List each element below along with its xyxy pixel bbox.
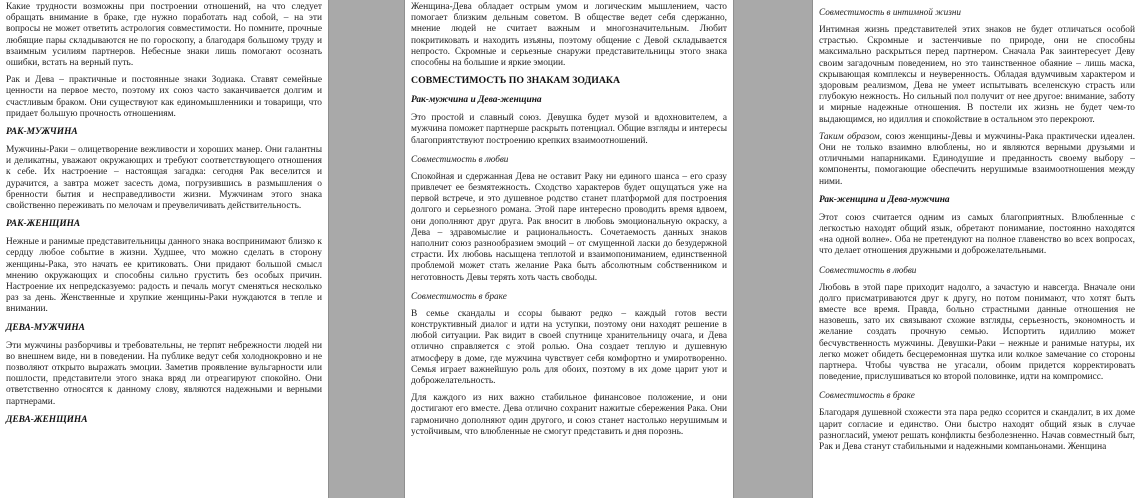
paragraph: Любовь в этой паре приходит надолго, а зачастую и навсегда. Вначале они долго присматриваются друг к другу, но потом понимают, что хотят быть вместе все время. Правда, больно страстными данные отношения не назовешь, зато их связывают схожие взгляды, серьезность, экономность и желание создать прочную семью. Испортить идиллию может бесчувственность мужчины. Девушки-Раки – нежные и ранимые натуры, их легко может обидеть бесцеремонная шутка или колкое замечание со стороны партнера. Чтобы чувства не угасали, обоим придется корректировать поведение, прислушиваться ко второй половинке, идти на компромисс. — [819, 282, 1135, 383]
document-page-3 — [813, 0, 1141, 498]
pair-heading: Рак-мужчина и Дева-женщина — [411, 95, 542, 106]
subsection-heading: ДЕВА-ЖЕНЩИНА — [6, 414, 88, 425]
paragraph: Это простой и славный союз. Девушка будет музой и вдохновителем, а мужчина поможет партнерше раскрыть потенциал. Общие взгляды и интересы благоприятствуют построению крепких взаимоотношений. — [411, 113, 727, 146]
subsection-heading: РАК-МУЖЧИНА — [6, 127, 78, 138]
topic-heading: Совместимость в любви — [819, 264, 917, 275]
paragraph: Нежные и ранимые представительницы данного знака воспринимают близко к сердцу любое событие в жизни. Худшее, что можно сделать в сторону женщины-Рака, это начать ее критиковать. Они придают большой смысл мнению окружающих и способны сильно грустить без особых причин. Настроение их непредсказуемо: радость и печаль могут сменяться несколько раз за день. Женственные и хрупкие женщины-Раки нуждаются в тепле и внимании. — [6, 237, 322, 315]
paragraph: Этот союз считается одним из самых благоприятных. Влюбленные с легкостью находят общий язык, обретают понимание, постоянно находятся «на одной волне». Оба не претендуют на полное главенство во всех вопросах, что делает отношения дружными и доброжелательными. — [819, 212, 1135, 257]
topic-heading: Совместимость в браке — [819, 390, 915, 401]
topic-heading: Совместимость в браке — [411, 290, 507, 301]
paragraph: Спокойная и сдержанная Дева не оставит Раку ни единого шанса – его сразу привлечет ее безмятежность. Сходство характеров будет ощущаться уже на первой встрече, и это душевное родство станет платформой для построения долгого и серьезного романа. Этой паре интересно проводить время вдвоем, они дополняют друг друга. Рак вносит в любовь эмоциональную окраску, а Дева – здравомыслие и рациональность. Сочетаемость данных знаков наполнит союз разнообразием эмоций – от смущенной ласки до безудержной страсти. Их любовь насыщена теплотой и взаимопониманием, единственной проблемой может стать желание Рака быть абсолютным собственником и неготовность Девы терять хоть часть свободы. — [411, 171, 727, 283]
paragraph: Женщина-Дева обладает острым умом и логическим мышлением, часто помогает близким дельным советом. В обществе ведет себя сдержанно, мнение людей не считает важным и многозначительным. Любит покритиковать и находить изъяны, поэтому общение с Девой складывается непросто. Скромные и серьезные снаружи представительницы этого знака способны на большие и яркие эмоции. — [411, 2, 727, 69]
section-heading: СОВМЕСТИМОСТЬ ПО ЗНАКАМ ЗОДИАКА — [411, 75, 621, 87]
subsection-heading: ДЕВА-МУЖЧИНА — [6, 322, 85, 333]
paragraph: Эти мужчины разборчивы и требовательны, не терпят небрежности людей ни во внешнем виде, ни в поведении. На публике ведут себя холоднокровно и не позволяют открыто выражать эмоции. Заметив проявление вульгарности или пошлости, представители этого знака вряд ли отреагируют спокойно. Они ответственно относятся к данному слову, являются надежными и верными партнерами. — [6, 340, 322, 407]
paragraph: Для каждого из них важно стабильное финансовое положение, и они достигают его вместе. Дева отлично сохранит нажитые сбережения Рака. Они гармонично дополняют один другого, и союз станет настолько нерушимым и устойчивым, что влюбленные не смогут представить и дня порознь. — [411, 393, 727, 437]
document-page-2 — [405, 0, 733, 498]
paragraph: В семье скандалы и ссоры бывают редко – каждый готов вести конструктивный диалог и идти на уступки, поэтому они находят решение в любой ситуации. Рак видит в своей спутнице хранительницу очага, и Дева отлично справляется с этой ролью. Она создает теплую и душевную атмосферу в доме, где мужчина чувствует себя комфортно и умиротворенно. Семья играет важнейшую роль для обоих, поэтому в их доме царит уют и доброжелательность. — [411, 308, 727, 387]
paragraph-lead: Таким образом, — [819, 131, 882, 142]
subsection-heading: РАК-ЖЕНЩИНА — [6, 219, 81, 230]
paragraph: Интимная жизнь представителей этих знаков не будет отличаться особой страстью. Скромные и застенчивые по природе, они не способны максимально раскрыться перед партнером. Сначала Рак заинтересует Деву своим загадочным поведением, но это таинственное обаяние – лишь маска, скрывающая комплексы и неуверенность. Обладая вдумчивым характером и здоровым реализмом, Дева не умеет испытывать вселенскую страсть или глубокую нежность. Но сильный пол получит от нее другое: внимание, заботу и мирные надежные отношения. В постели их жизнь не будет чем-то выдающимся, но идиллия и спокойствие в остальном это перекроют. — [819, 25, 1135, 125]
pair-heading: Рак-женщина и Дева-мужчина — [819, 194, 950, 205]
paragraph-body: союз женщины-Девы и мужчины-Рака практически идеален. Они не только взаимно влюблены, но и являются верными друзьями и отличными напарниками. Единодушие и преданность своему выбору – компоненты, помогающие обеспечить нерушимые взаимоотношения между ними. — [819, 131, 1135, 187]
paragraph: Какие трудности возможны при построении отношений, на что следует обращать внимание в браке, где нужно поработать над собой, – на эти вопросы не может ответить астрология совместимости. Но помните, прочные любящие пары складываются не по гороскопу, а благодаря большому труду и взаимным усилиям партнеров. Небесные знаки лишь помогают осознать ошибки, встать на верный путь. — [6, 2, 322, 69]
paragraph — [819, 132, 1135, 188]
topic-heading: Совместимость в любви — [411, 153, 509, 164]
topic-heading: Совместимость в интимной жизни — [819, 7, 961, 17]
document-page-1 — [0, 0, 328, 498]
paragraph: Мужчины-Раки – олицетворение вежливости и хороших манер. Они галантны и деликатны, уважают окружающих и требуют соответствующего отношения к себе. Их настроение – настоящая загадка: сегодня Рак веселится и дурачится, а завтра может засесть дома, погрузившись в размышления о бренности бытия и несправедливости жизни. Мужчинам этого знака свойственно переживать по мелочам и преувеличивать действительность. — [6, 145, 322, 212]
paragraph: Благодаря душевной схожести эта пара редко ссорится и скандалит, в их доме царит согласие и единство. Они быстро находят общий язык в случае разногласий, умеют решать конфликты безболезненно. Начав совместный быт, Рак и Дева станут стабильными и надежными компаньонами. Женщина — [819, 408, 1135, 453]
paragraph: Рак и Дева – практичные и постоянные знаки Зодиака. Ставят семейные ценности на первое место, поэтому их союз часто заканчивается долгим и счастливым браком. Они существуют как единомышленники и товарищи, что придает большую прочность отношениям. — [6, 75, 322, 119]
